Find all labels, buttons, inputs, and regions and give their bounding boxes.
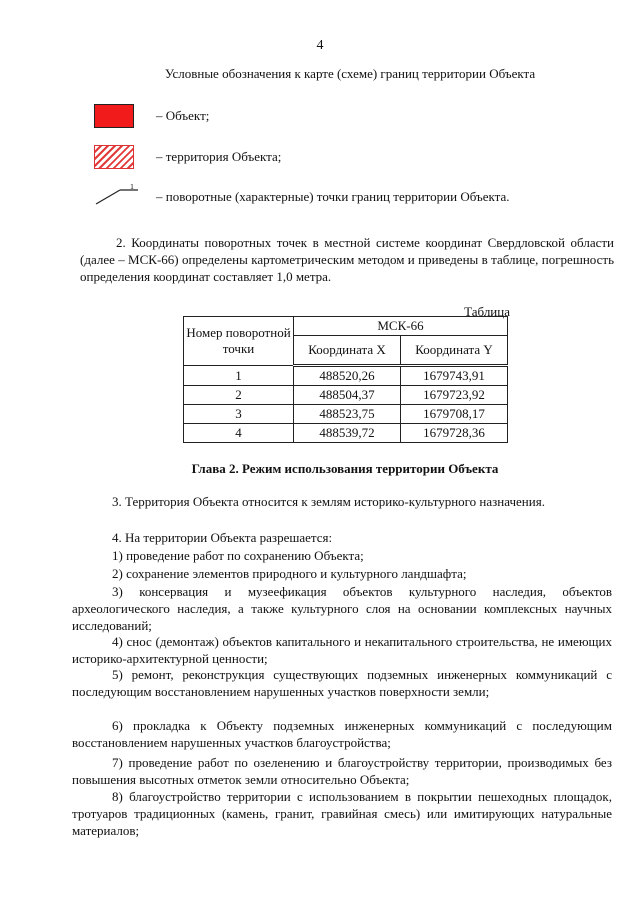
coord-y-cell: 1679728,36 <box>401 424 508 443</box>
list-item: 5) ремонт, реконструкция существующих подземных инженерных коммуникаций с последующим восстановлением нарушенных участков поверхности земли; <box>72 667 612 699</box>
object-swatch-icon <box>94 104 134 128</box>
header-coord-x: Координата X <box>294 336 401 366</box>
list-item: 6) прокладка к Объекту подземных инженерных коммуникаций с последующим восстановлением нарушенных участков благоустройства; <box>72 718 612 750</box>
legend-item-object <box>94 103 209 129</box>
legend-title: Условные обозначения к карте (схеме) границ территории Объекта <box>164 66 536 81</box>
point-number-cell: 1 <box>184 366 294 386</box>
list-item: 8) благоустройство территории с использованием в покрытии пешеходных площадок, тротуаров традиционных (камень, гранит, гравийная смесь) или имитирующих натуральные материалов; <box>72 789 612 838</box>
list-item: 4) снос (демонтаж) объектов капитального и некапитального строительства, не имеющих историко-архитектурной ценности; <box>72 634 612 666</box>
coordinates-table <box>183 316 508 443</box>
coord-y-cell: 1679723,92 <box>401 386 508 405</box>
legend-label: – поворотные (характерные) точки границ территории Объекта. <box>156 189 510 204</box>
coord-x-cell: 488520,26 <box>294 366 401 386</box>
table-caption: Таблица <box>464 304 510 319</box>
coord-x-cell: 488523,75 <box>294 405 401 424</box>
legend-label: – Объект; <box>156 108 210 123</box>
list-item: 2) сохранение элементов природного и культурного ландшафта; <box>112 566 467 581</box>
point-number-cell: 3 <box>184 405 294 424</box>
legend-item-points <box>94 184 510 210</box>
point-number-cell: 4 <box>184 424 294 443</box>
legend-item-territory <box>94 144 281 170</box>
header-coord-y: Координата Y <box>401 336 508 366</box>
point-number-cell: 2 <box>184 386 294 405</box>
paragraph-3: 3. Территория Объекта относится к землям историко-культурного назначения. <box>112 494 545 509</box>
header-coordinate-system: МСК-66 <box>294 317 508 336</box>
list-item: 7) проведение работ по озеленению и благоустройству территории, производимых без повышения высотных отметок земли относительно Объекта; <box>72 755 612 787</box>
chapter-2-title: Глава 2. Режим использования территории Объекта <box>191 461 499 476</box>
turning-point-icon <box>94 184 140 210</box>
point-marker-label: 1 <box>130 184 134 191</box>
legend-label: – территория Объекта; <box>156 149 282 164</box>
list-item: 1) проведение работ по сохранению Объекта; <box>112 548 364 563</box>
list-item: 3) консервация и музеефикация объектов культурного наследия, объектов археологического наследия, а также культурного слоя на основании комплексных научных исследований; <box>72 584 612 633</box>
table-row <box>184 386 508 405</box>
section-2-paragraph: 2. Координаты поворотных точек в местной системе координат Свердловской области (далее – МСК-66) определены картометрическим методом и приведены в таблице, погрешность определения координат составляет 1,0 метра. <box>80 235 614 284</box>
header-point-number: Номер поворотной точки <box>184 317 294 366</box>
coord-y-cell: 1679743,91 <box>401 366 508 386</box>
coord-x-cell: 488539,72 <box>294 424 401 443</box>
table-row <box>184 405 508 424</box>
coord-y-cell: 1679708,17 <box>401 405 508 424</box>
page-number: 4 <box>316 38 324 53</box>
paragraph-4: 4. На территории Объекта разрешается: <box>112 530 333 545</box>
coord-x-cell: 488504,37 <box>294 386 401 405</box>
table-row <box>184 366 508 386</box>
table-row <box>184 424 508 443</box>
territory-hatch-icon <box>94 145 134 169</box>
